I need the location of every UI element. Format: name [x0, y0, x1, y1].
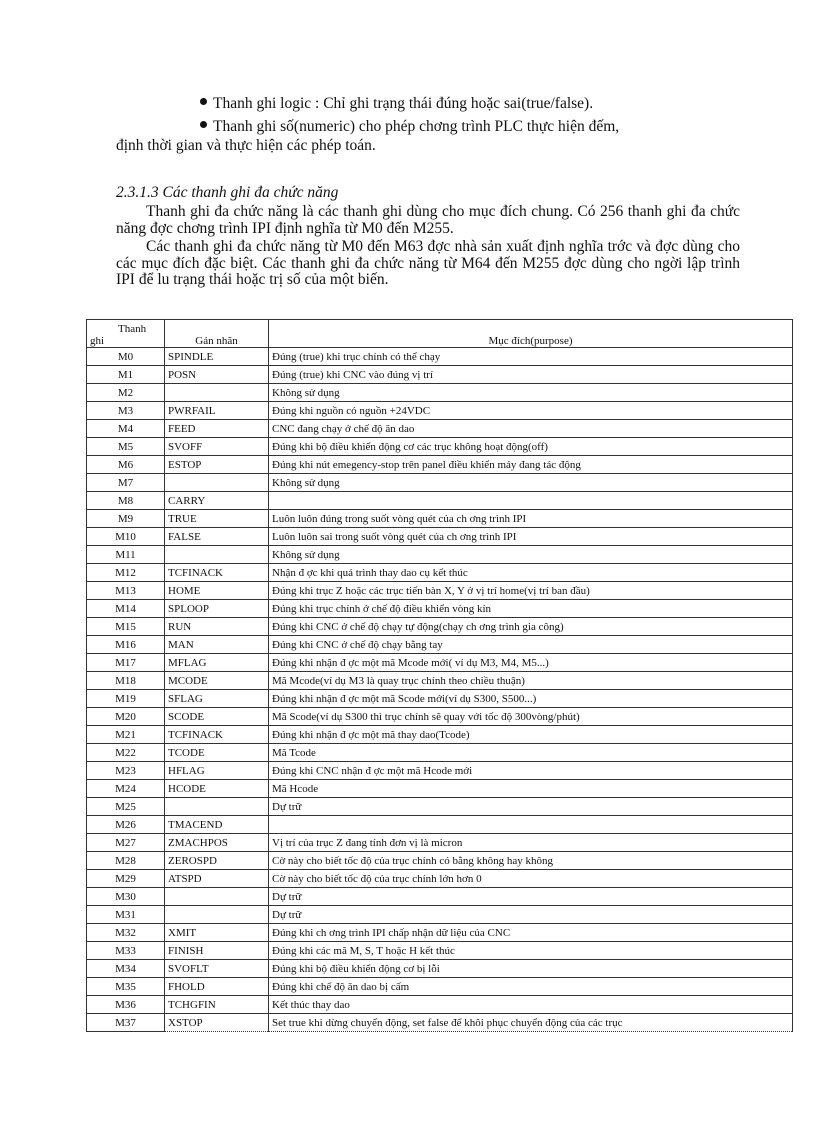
register-cell: M15: [87, 618, 165, 636]
label-cell: SVOFF: [165, 438, 269, 456]
register-cell: M29: [87, 870, 165, 888]
table-row: [87, 564, 793, 582]
purpose-cell: Đúng khi trục chính ở chế độ điều khiển vòng kín: [269, 600, 793, 618]
register-cell: M5: [87, 438, 165, 456]
table-row: [87, 816, 793, 834]
label-cell: HFLAG: [165, 762, 269, 780]
register-cell: M35: [87, 978, 165, 996]
header-purpose: Mục đích(purpose): [269, 320, 793, 348]
label-cell: TCODE: [165, 744, 269, 762]
table-row: [87, 834, 793, 852]
label-cell: [165, 888, 269, 906]
purpose-cell: Luôn luôn sai trong suốt vòng quét của ch ơng trình IPI: [269, 528, 793, 546]
paragraph-details: Các thanh ghi đa chức năng từ M0 đến M63 đợc nhà sản xuất định nghĩa trớc và đợc dùng cho các mục đích đặc biệt. Các thanh ghi đa chức năng từ M64 đến M255 đợc dùng cho ngời lập trình IPI để lu trạng thái hoặc trị số của một biến.: [116, 238, 740, 288]
label-cell: ATSPD: [165, 870, 269, 888]
label-cell: MFLAG: [165, 654, 269, 672]
register-cell: M7: [87, 474, 165, 492]
purpose-cell: Đúng khi nút emegency-stop trên panel điều khiển máy đang tác động: [269, 456, 793, 474]
header-register-line1: Thanh: [118, 323, 147, 335]
label-cell: TRUE: [165, 510, 269, 528]
register-cell: M0: [87, 348, 165, 366]
purpose-cell: Mã Mcode(ví dụ M3 là quay trục chính theo chiều thuận): [269, 672, 793, 690]
table-row: [87, 960, 793, 978]
label-cell: TCFINACK: [165, 726, 269, 744]
register-cell: M1: [87, 366, 165, 384]
bullet-dot-icon: [200, 98, 207, 105]
table-row: [87, 942, 793, 960]
label-cell: SPLOOP: [165, 600, 269, 618]
purpose-cell: Đúng khi CNC ở chế độ chạy tự động(chạy ch ơng trình gia công): [269, 618, 793, 636]
purpose-cell: Không sử dụng: [269, 474, 793, 492]
table-row: [87, 654, 793, 672]
register-cell: M24: [87, 780, 165, 798]
purpose-cell: Đúng khi nguồn có nguồn +24VDC: [269, 402, 793, 420]
label-cell: TCFINACK: [165, 564, 269, 582]
bullet-logic-register: [200, 94, 593, 114]
label-cell: FEED: [165, 420, 269, 438]
label-cell: SFLAG: [165, 690, 269, 708]
purpose-cell: Đúng khi các mã M, S, T hoặc H kết thúc: [269, 942, 793, 960]
table-row: [87, 510, 793, 528]
register-cell: M20: [87, 708, 165, 726]
label-cell: ZMACHPOS: [165, 834, 269, 852]
label-cell: [165, 384, 269, 402]
register-cell: M19: [87, 690, 165, 708]
table-row: [87, 726, 793, 744]
register-cell: M22: [87, 744, 165, 762]
label-cell: SVOFLT: [165, 960, 269, 978]
table-row: [87, 888, 793, 906]
register-cell: M4: [87, 420, 165, 438]
label-cell: PWRFAIL: [165, 402, 269, 420]
table-row: [87, 600, 793, 618]
table-row: [87, 528, 793, 546]
table-row: [87, 798, 793, 816]
purpose-cell: Cờ này cho biết tốc độ của trục chính lớn hơn 0: [269, 870, 793, 888]
register-cell: M18: [87, 672, 165, 690]
section-heading: 2.3.1.3 Các thanh ghi đa chức năng: [116, 184, 339, 201]
purpose-cell: Kết thúc thay dao: [269, 996, 793, 1014]
register-cell: M25: [87, 798, 165, 816]
header-label: Gán nhãn: [165, 320, 269, 348]
purpose-cell: Đúng khi ch ơng trình IPI chấp nhận dữ liệu của CNC: [269, 924, 793, 942]
register-cell: M34: [87, 960, 165, 978]
table-row: [87, 744, 793, 762]
paragraph-intro: Thanh ghi đa chức năng là các thanh ghi dùng cho mục đích chung. Có 256 thanh ghi đa chức năng đợc chơng trình IPI định nghĩa từ M0 đến M255.: [116, 203, 740, 237]
purpose-cell: [269, 492, 793, 510]
table-row: [87, 438, 793, 456]
table-row: [87, 492, 793, 510]
label-cell: MCODE: [165, 672, 269, 690]
purpose-cell: Mã Scode(ví dụ S300 thì trục chính sẽ quay với tốc độ 300vòng/phút): [269, 708, 793, 726]
register-cell: M8: [87, 492, 165, 510]
purpose-cell: [269, 816, 793, 834]
register-cell: M27: [87, 834, 165, 852]
label-cell: HCODE: [165, 780, 269, 798]
register-table-body: [87, 348, 793, 1032]
register-cell: M23: [87, 762, 165, 780]
purpose-cell: Cờ này cho biết tốc độ của trục chính có bằng không hay không: [269, 852, 793, 870]
table-row: [87, 906, 793, 924]
table-row: [87, 996, 793, 1014]
table-row: [87, 636, 793, 654]
register-cell: M3: [87, 402, 165, 420]
table-row: [87, 420, 793, 438]
register-cell: M33: [87, 942, 165, 960]
bullet-text: Thanh ghi logic : Chỉ ghi trạng thái đúng hoặc sai(true/false).: [213, 95, 594, 112]
label-cell: POSN: [165, 366, 269, 384]
table-row: [87, 1014, 793, 1032]
label-cell: ZEROSPD: [165, 852, 269, 870]
label-cell: FALSE: [165, 528, 269, 546]
table-row: [87, 978, 793, 996]
table-row: [87, 456, 793, 474]
register-cell: M30: [87, 888, 165, 906]
table-row: [87, 870, 793, 888]
label-cell: [165, 798, 269, 816]
label-cell: TMACEND: [165, 816, 269, 834]
table-row: [87, 366, 793, 384]
purpose-cell: Set true khi dừng chuyển động, set false để khôi phục chuyển động của các trục: [269, 1014, 793, 1032]
purpose-cell: Đúng khi bộ điều khiển động cơ bị lỗi: [269, 960, 793, 978]
purpose-cell: Mã Hcode: [269, 780, 793, 798]
register-cell: M14: [87, 600, 165, 618]
register-cell: M36: [87, 996, 165, 1014]
purpose-cell: Luôn luôn đúng trong suốt vòng quét của ch ơng trình IPI: [269, 510, 793, 528]
label-cell: SPINDLE: [165, 348, 269, 366]
label-cell: TCHGFIN: [165, 996, 269, 1014]
purpose-cell: Đúng khi CNC ở chế độ chạy bằng tay: [269, 636, 793, 654]
table-row: [87, 474, 793, 492]
register-table: [86, 319, 793, 1032]
register-cell: M31: [87, 906, 165, 924]
label-cell: FINISH: [165, 942, 269, 960]
register-cell: M6: [87, 456, 165, 474]
table-row: [87, 402, 793, 420]
table-row: [87, 672, 793, 690]
purpose-cell: Dự trữ: [269, 906, 793, 924]
table-row: [87, 852, 793, 870]
register-cell: M28: [87, 852, 165, 870]
bullet-numeric-register: [200, 117, 740, 137]
purpose-cell: Không sử dụng: [269, 384, 793, 402]
label-cell: [165, 474, 269, 492]
label-cell: RUN: [165, 618, 269, 636]
register-cell: M17: [87, 654, 165, 672]
bullet-text: Thanh ghi số(numeric) cho phép chơng trình PLC thực hiện đếm,: [213, 118, 620, 135]
header-register: [87, 320, 165, 348]
purpose-cell: Đúng khi nhận đ ợc một mã thay dao(Tcode): [269, 726, 793, 744]
purpose-cell: Đúng khi chế độ ăn dao bị cấm: [269, 978, 793, 996]
table-row: [87, 384, 793, 402]
register-cell: M16: [87, 636, 165, 654]
purpose-cell: Đúng (true) khi CNC vào đúng vị trí: [269, 366, 793, 384]
purpose-cell: Vị trí của trục Z đang tính đơn vị là micron: [269, 834, 793, 852]
purpose-cell: Dự trữ: [269, 798, 793, 816]
register-cell: M12: [87, 564, 165, 582]
label-cell: ESTOP: [165, 456, 269, 474]
register-cell: M13: [87, 582, 165, 600]
table-header-row: [87, 320, 793, 348]
label-cell: CARRY: [165, 492, 269, 510]
label-cell: XSTOP: [165, 1014, 269, 1032]
register-cell: M2: [87, 384, 165, 402]
purpose-cell: Đúng khi CNC nhận đ ợc một mã Hcode mới: [269, 762, 793, 780]
label-cell: SCODE: [165, 708, 269, 726]
table-row: [87, 618, 793, 636]
table-row: [87, 348, 793, 366]
register-cell: M11: [87, 546, 165, 564]
purpose-cell: Đúng khi nhận đ ợc một mã Mcode mới( ví dụ M3, M4, M5...): [269, 654, 793, 672]
purpose-cell: Đúng (true) khi trục chính có thể chạy: [269, 348, 793, 366]
label-cell: MAN: [165, 636, 269, 654]
purpose-cell: Đúng khi trục Z hoặc các trục tiến bàn X, Y ở vị trí home(vị trí ban đầu): [269, 582, 793, 600]
purpose-cell: Dự trữ: [269, 888, 793, 906]
header-register-line2: ghi: [90, 335, 105, 347]
label-cell: HOME: [165, 582, 269, 600]
table-row: [87, 762, 793, 780]
table-row: [87, 780, 793, 798]
table-row: [87, 582, 793, 600]
bullet-continuation: định thời gian và thực hiện các phép toán.: [116, 137, 376, 154]
purpose-cell: Đúng khi nhận đ ợc một mã Scode mới(ví dụ S300, S500...): [269, 690, 793, 708]
purpose-cell: Đúng khi bộ điều khiển động cơ các trục không hoạt động(off): [269, 438, 793, 456]
table-row: [87, 690, 793, 708]
table-row: [87, 708, 793, 726]
label-cell: [165, 546, 269, 564]
purpose-cell: Mã Tcode: [269, 744, 793, 762]
bullet-dot-icon: [200, 121, 207, 128]
purpose-cell: Nhận đ ợc khi quá trình thay dao cụ kết thúc: [269, 564, 793, 582]
label-cell: [165, 906, 269, 924]
register-cell: M9: [87, 510, 165, 528]
register-cell: M26: [87, 816, 165, 834]
register-cell: M32: [87, 924, 165, 942]
table-row: [87, 924, 793, 942]
purpose-cell: Không sử dụng: [269, 546, 793, 564]
purpose-cell: CNC đang chạy ở chế độ ăn dao: [269, 420, 793, 438]
register-cell: M37: [87, 1014, 165, 1032]
table-row: [87, 546, 793, 564]
label-cell: FHOLD: [165, 978, 269, 996]
register-cell: M10: [87, 528, 165, 546]
register-cell: M21: [87, 726, 165, 744]
label-cell: XMIT: [165, 924, 269, 942]
